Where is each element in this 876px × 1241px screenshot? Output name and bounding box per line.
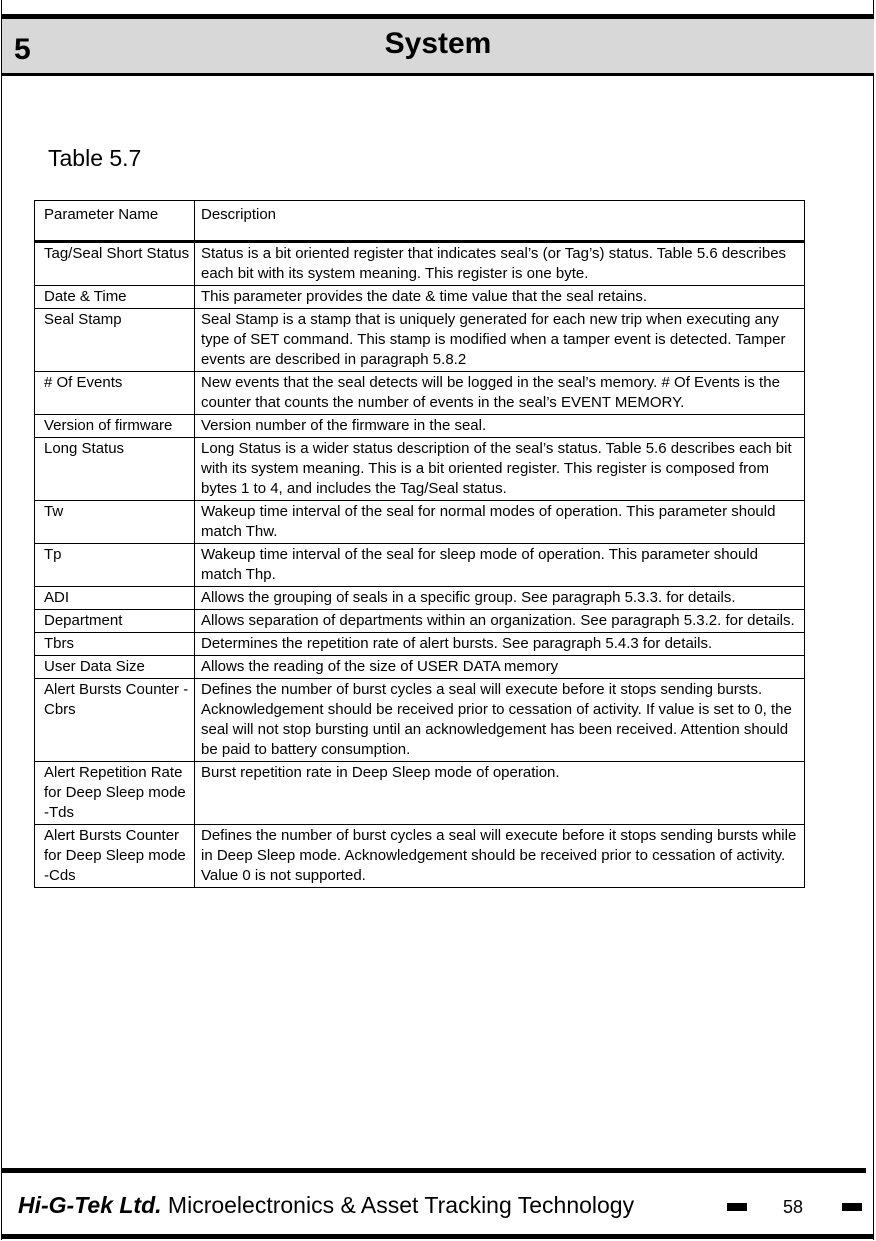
table-row xyxy=(35,309,805,372)
table-row xyxy=(35,610,805,633)
parameter-description: Defines the number of burst cycles a seal will execute before it stops sending bursts. Acknowledgement should be received prior to cessation of activity. If value is set to 0, the seal will not stop bursting until an acknowledgement has been received. Attention should be paid to battery consumption. xyxy=(195,679,805,762)
parameters-table xyxy=(34,200,805,888)
footer-divider-bottom xyxy=(2,1234,874,1239)
parameter-description: Defines the number of burst cycles a seal will execute before it stops sending bursts while in Deep Sleep mode. Acknowledgement should be received prior to cessation of activity. Value 0 is not supported. xyxy=(195,825,805,888)
parameter-name: Date & Time xyxy=(35,286,195,309)
footer-divider-top xyxy=(2,1168,866,1173)
parameter-description: Determines the repetition rate of alert bursts. See paragraph 5.4.3 for details. xyxy=(195,633,805,656)
table-row xyxy=(35,286,805,309)
parameter-description: This parameter provides the date & time value that the seal retains. xyxy=(195,286,805,309)
parameter-description: New events that the seal detects will be logged in the seal’s memory. # Of Events is the counter that counts the number of events in the seal’s EVENT MEMORY. xyxy=(195,372,805,415)
parameter-name: ADI xyxy=(35,587,195,610)
company-name: Hi-G-Tek Ltd. xyxy=(18,1192,162,1218)
parameter-name: Tbrs xyxy=(35,633,195,656)
company-tagline: Microelectronics & Asset Tracking Technology xyxy=(167,1192,635,1218)
chapter-number: 5 xyxy=(14,33,31,66)
table-header-row xyxy=(35,201,805,242)
parameter-description: Burst repetition rate in Deep Sleep mode of operation. xyxy=(195,762,805,825)
page-title: System xyxy=(384,27,492,60)
parameter-name: Tag/Seal Short Status xyxy=(35,242,195,286)
parameter-description: Long Status is a wider status description of the seal’s status. Table 5.6 describes each bit with its system meaning. This is a bit oriented register. This register is composed from bytes 1 to 4, and includes the Tag/Seal status. xyxy=(195,438,805,501)
parameter-description: Allows the grouping of seals in a specific group. See paragraph 5.3.3. for details. xyxy=(195,587,805,610)
parameter-name: Department xyxy=(35,610,195,633)
table-row xyxy=(35,825,805,888)
parameter-name: Seal Stamp xyxy=(35,309,195,372)
parameter-description: Allows separation of departments within an organization. See paragraph 5.3.2. for details. xyxy=(195,610,805,633)
table-row xyxy=(35,762,805,825)
parameter-description: Version number of the firmware in the seal. xyxy=(195,415,805,438)
table-row xyxy=(35,438,805,501)
column-header-parameter: Parameter Name xyxy=(35,201,195,242)
parameter-description: Wakeup time interval of the seal for normal modes of operation. This parameter should match Thw. xyxy=(195,501,805,544)
parameter-description: Allows the reading of the size of USER DATA memory xyxy=(195,656,805,679)
table-row xyxy=(35,415,805,438)
footer-text xyxy=(18,1192,634,1219)
table-row xyxy=(35,501,805,544)
page-header xyxy=(2,14,874,76)
parameter-description: Seal Stamp is a stamp that is uniquely generated for each new trip when executing any type of SET command. This stamp is modified when a tamper event is detected. Tamper events are described in paragraph 5.8.2 xyxy=(195,309,805,372)
parameter-name: User Data Size xyxy=(35,656,195,679)
table-row xyxy=(35,544,805,587)
column-header-description: Description xyxy=(195,201,805,242)
parameter-name: Alert Bursts Counter for Deep Sleep mode -Cds xyxy=(35,825,195,888)
footer-dash-left xyxy=(727,1203,747,1211)
parameter-name: # Of Events xyxy=(35,372,195,415)
parameter-description: Wakeup time interval of the seal for sleep mode of operation. This parameter should match Thp. xyxy=(195,544,805,587)
page-number: 58 xyxy=(783,1197,804,1217)
table-row xyxy=(35,587,805,610)
footer-dash-right xyxy=(842,1203,862,1211)
table-row xyxy=(35,679,805,762)
table-row xyxy=(35,372,805,415)
parameter-name: Alert Repetition Rate for Deep Sleep mode -Tds xyxy=(35,762,195,825)
parameter-name: Alert Bursts Counter - Cbrs xyxy=(35,679,195,762)
table-row xyxy=(35,633,805,656)
parameter-description: Status is a bit oriented register that indicates seal’s (or Tag’s) status. Table 5.6 describes each bit with its system meaning. This register is one byte. xyxy=(195,242,805,286)
parameter-name: Long Status xyxy=(35,438,195,501)
parameter-name: Version of firmware xyxy=(35,415,195,438)
table-caption: Table 5.7 xyxy=(48,145,142,171)
parameter-name: Tp xyxy=(35,544,195,587)
parameter-name: Tw xyxy=(35,501,195,544)
table-row xyxy=(35,656,805,679)
table-row xyxy=(35,242,805,286)
